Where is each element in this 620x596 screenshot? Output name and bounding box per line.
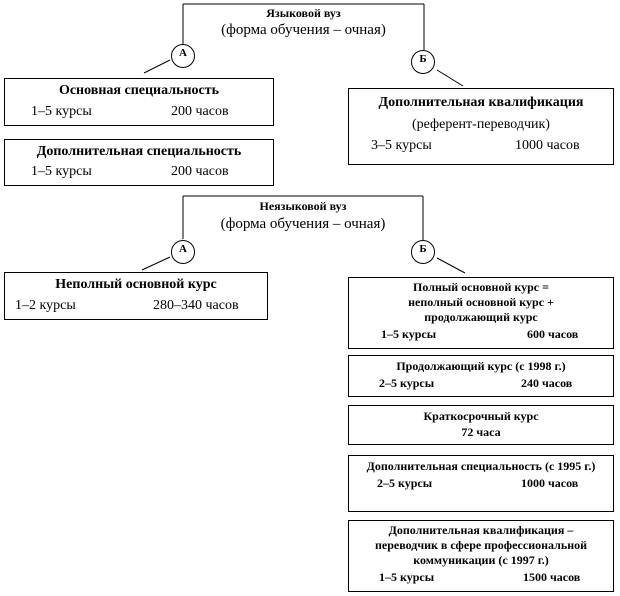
bottom-additional-specialty-years: 2–5 курсы (377, 476, 433, 490)
top-additional-qualification-subtitle: (референт-переводчик) (412, 117, 550, 132)
full-course-line1: Полный основной курс = (413, 280, 549, 294)
top-additional-qualification-box (348, 88, 614, 165)
bottom-additional-qualification-line1: Дополнительная квалификация – (388, 523, 574, 537)
top-additional-qualification-title: Дополнительная квалификация (378, 95, 584, 110)
bottom-additional-qualification-line2: переводчик в сфере профессиональной (374, 538, 588, 552)
bottom-additional-qualification-hours: 1500 часов (523, 570, 581, 584)
bottom-circle-b: Б (411, 240, 435, 264)
top-circle-b: Б (411, 50, 435, 74)
main-specialty-hours: 200 часов (171, 104, 229, 119)
main-specialty-years: 1–5 курсы (31, 104, 92, 119)
bottom-additional-specialty-title: Дополнительная специальность (с 1995 г.) (366, 459, 596, 473)
full-course-line3: продолжающий курс (424, 310, 538, 324)
main-specialty-title: Основная специальность (58, 83, 220, 98)
top-circle-a: А (171, 44, 195, 68)
top-additional-specialty-box (4, 139, 274, 186)
short-course-hours: 72 часа (461, 425, 501, 439)
top-header-subtitle: (форма обучения – очная) (221, 22, 386, 38)
short-course-box (348, 405, 614, 445)
bottom-circle-a: А (171, 240, 195, 264)
continuing-course-hours: 240 часов (521, 376, 573, 390)
continuing-course-box (348, 355, 614, 397)
top-additional-specialty-years: 1–5 курсы (31, 164, 92, 179)
incomplete-course-box (4, 272, 268, 320)
full-course-line2: неполный основной курс + (408, 295, 554, 309)
top-additional-qualification-hours: 1000 часов (515, 138, 580, 153)
continuing-course-title: Продолжающий курс (с 1998 г.) (396, 359, 566, 373)
bottom-header-title: Неязыковой вуз (259, 199, 347, 213)
full-course-box (348, 277, 614, 349)
incomplete-course-hours: 280–340 часов (153, 298, 239, 313)
incomplete-course-title: Неполный основной курс (55, 277, 217, 292)
bottom-additional-specialty-box (348, 455, 614, 512)
continuing-course-years: 2–5 курсы (379, 376, 435, 390)
bottom-header-subtitle: (форма обучения – очная) (220, 216, 386, 232)
short-course-title: Краткосрочный курс (423, 409, 539, 423)
full-course-years: 1–5 курсы (381, 327, 437, 341)
full-course-hours: 600 часов (527, 327, 579, 341)
bottom-additional-qualification-years: 1–5 курсы (379, 570, 435, 584)
top-header-title: Языковой вуз (266, 6, 341, 20)
top-additional-qualification-years: 3–5 курсы (371, 138, 432, 153)
incomplete-course-years: 1–2 курсы (15, 298, 76, 313)
top-additional-specialty-hours: 200 часов (171, 164, 229, 179)
bottom-additional-specialty-hours: 1000 часов (521, 476, 579, 490)
bottom-additional-qualification-box (348, 520, 614, 592)
main-specialty-box (4, 78, 274, 126)
top-additional-specialty-title: Дополнительная специальность (36, 144, 242, 159)
bottom-additional-qualification-line3: коммуникации (с 1997 г.) (413, 553, 549, 567)
